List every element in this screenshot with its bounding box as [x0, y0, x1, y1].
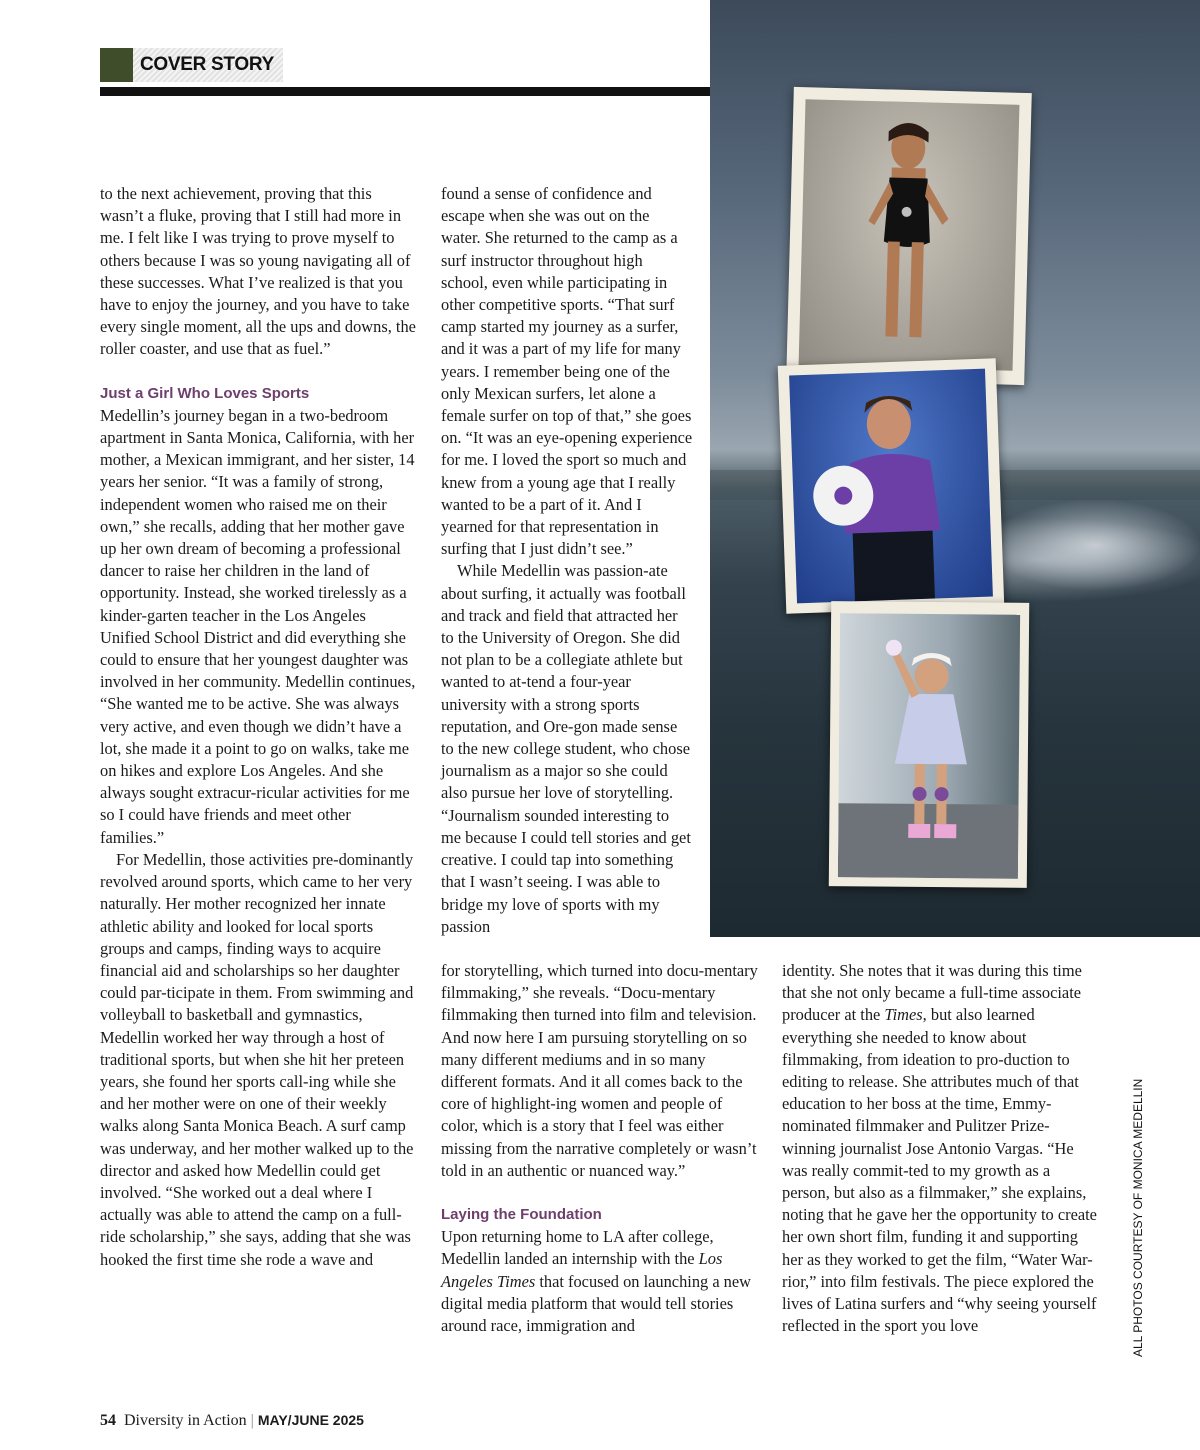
soccer-figure — [789, 369, 993, 604]
article-column-2-continued — [441, 960, 759, 1337]
subheading: Just a Girl Who Loves Sports — [100, 384, 310, 402]
page-footer — [100, 1412, 364, 1430]
paragraph: Medellin’s journey began in a two-bedroom apartment in Santa Monica, California, with her mother, a Mexican immigrant, and her sister, 14 years her senior. “It was a family of strong, independent women who raised me on their own,” she recalls, adding that her mother gave up her own dream of becoming a professional dancer to raise her children in the land of opportunity. Instead, she worked tirelessly as a kinder-garten teacher in the Los Angeles Unified School District and did everything she could to ensure that her youngest daughter was involved in her community. Medellin continues, “She wanted me to be active. She was always very active, and even though we didn’t have a lot, she made it a point to go on walks, take me on hikes and explore Los Angeles. And she always sought extracur-ricular activities for me so I could have friends and meet other families.” — [100, 405, 416, 847]
gymnast-figure — [799, 99, 1020, 371]
article-column-3 — [782, 960, 1098, 1337]
issue-date: MAY/JUNE 2025 — [257, 1412, 364, 1428]
article-column-2 — [441, 183, 693, 938]
article-column-1 — [100, 183, 418, 1271]
publication-name: Diversity in Action — [124, 1412, 247, 1429]
childhood-photo-gymnast — [786, 87, 1032, 385]
paragraph: to the next achievement, proving that this wasn’t a fluke, proving that I still had more in me. I felt like I was trying to prove myself to others because I was so young navigating all of these successes. What I’ve realized is that you have to enjoy the journey, and you have to take every single moment, all the ups and downs, the roller coaster, and use that as fuel.” — [100, 184, 416, 359]
wave-spray — [990, 500, 1200, 590]
paragraph: For Medellin, those activities pre-dominantly revolved around sports, which came to her very naturally. Her mother recognized her innate athletic ability and looked for local sports groups and camps, finding ways to acquire financial aid and scholarships so her daughter could par-ticipate in them. From swimming and volleyball to basketball and gymnastics, Medellin worked her way through a host of traditional sports, but when she hit her preteen years, she found her sports call-ing while she and her mother were on one of their weekly walks along Santa Monica Beach. A surf camp was underway, and her mother walked up to the director and asked how Medellin could get involved. “She worked out a deal where I actually was able to attend the camp on a full-ride scholarship,” she says, adding that she was hooked the first time she rode a wave and — [100, 849, 414, 1269]
paragraph: for storytelling, which turned into docu-mentary filmmaking,” she reveals. “Docu-mentary filmmaking then turned into film and television. And now here I am pursuing storytelling on so many different mediums and in so many different formats. And it all comes back to the core of highlight-ing women and people of color, which is a story that I feel was either missing from the narrative completely or wasn’t told in an authentic or nuanced way.” — [441, 961, 758, 1180]
header-rule — [100, 87, 710, 96]
section-tag — [100, 48, 283, 82]
paragraph: found a sense of confidence and escape when she was out on the water. She returned to the camp as a surf instructor throughout high school, even while participating in other competitive sports. “That surf camp started my journey as a surfer, and it was a part of my life for many years. I remember being one of the only Mexican surfers, let alone a female surfer on top of that,” she goes on. “It was an eye-opening experience for me. I loved the sport so much and knew from a young age that I really wanted to be a part of it. And I yearned for that representation in surfing that I just didn’t see.” — [441, 184, 693, 559]
paragraph: While Medellin was passion-ate about surfing, it actually was football and track and field that attracted her to the University of Oregon. She did not plan to be a collegiate athlete but wanted to at-tend a four-year university with a strong sports reputation, and Ore-gon made sense to the new college student, who chose journalism as a major so she could also pursue her love of storytelling. “Journalism sounded interesting to me because I could tell stories and get creative. I could tap into something that I wasn’t seeing. I was able to bridge my love of sports with my passion — [441, 561, 691, 936]
subheading: Laying the Foundation — [441, 1206, 602, 1224]
childhood-photo-soccer — [778, 358, 1005, 613]
surf-photo-panel — [710, 0, 1200, 937]
photo-credit: ALL PHOTOS COURTESY OF MONICA MEDELLIN — [1131, 1078, 1145, 1357]
skater-figure — [838, 613, 1020, 879]
section-label: COVER STORY — [140, 54, 274, 75]
page-number: 54 — [100, 1412, 116, 1429]
footer-separator: | — [250, 1412, 254, 1429]
paragraph: Upon returning home to LA after college, Medellin landed an internship with the Los Angeles Times that focused on launching a new digital media platform that would tell stories around race, immigration and — [441, 1227, 751, 1336]
childhood-photo-roller-skater — [829, 601, 1029, 888]
section-tag-square — [100, 48, 133, 82]
paragraph: identity. She notes that it was during this time that she not only became a full-time associate producer at the Times, but also learned everything she needed to know about filmmaking, from ideation to pro-duction to editing to release. She attributes much of that education to her boss at the time, Emmy-nominated filmmaker and Pulitzer Prize-winning journalist Jose Antonio Vargas. “He was really commit-ted to my growth as a person, but also as a filmmaker,” she explains, noting that he gave her the opportunity to create her own short film, funding it and supporting her as they worked to get the film, “Water War-rior,” into film festivals. The piece explored the lives of Latina surfers and “why seeing yourself reflected in the sport you love — [782, 961, 1097, 1336]
